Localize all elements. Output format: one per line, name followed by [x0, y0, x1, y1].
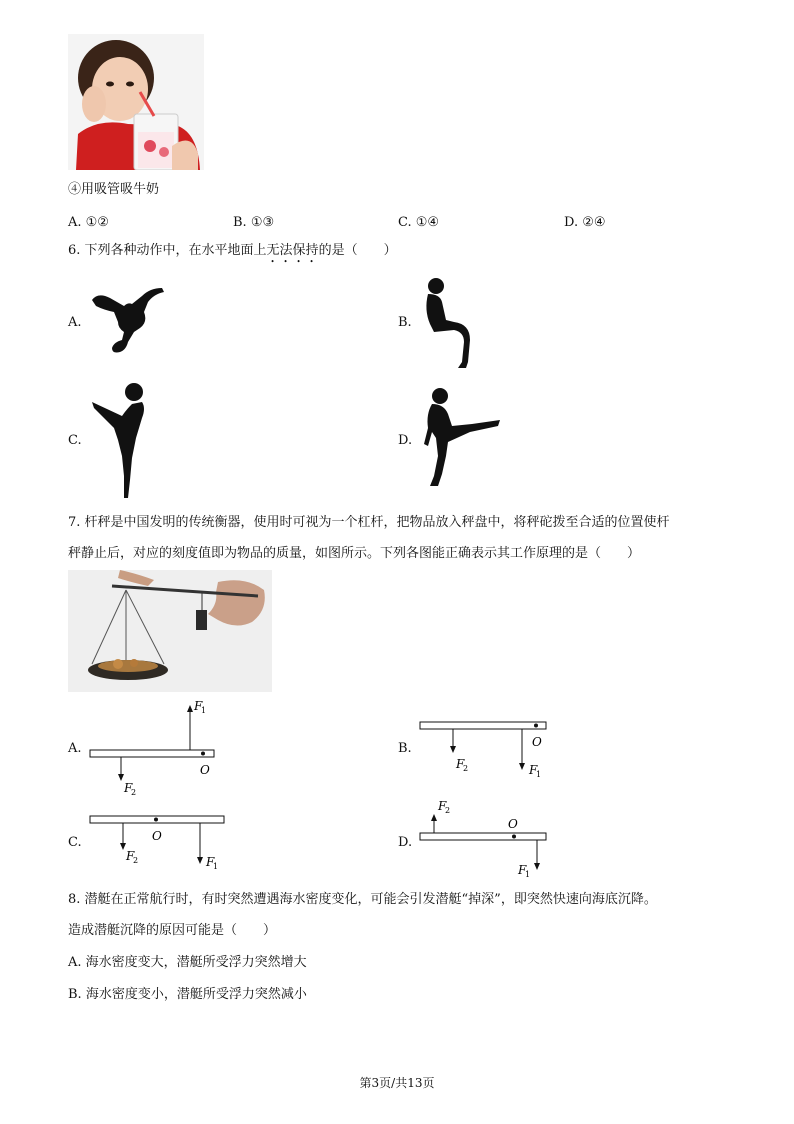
- force-label-f1: F: [518, 863, 527, 877]
- q7-option-b-label[interactable]: B.: [398, 741, 412, 756]
- force-label-f2: F: [124, 781, 133, 795]
- q7-stem-line1: 7. 杆秤是中国发明的传统衡器，使用时可视为一个杠杆，把物品放入秤盘中，将秤砣拨至合适的位置使杆: [68, 515, 670, 530]
- q7-option-a-label[interactable]: A.: [68, 741, 82, 756]
- pivot-label-o: O: [508, 817, 518, 831]
- svg-text:2: 2: [131, 788, 137, 797]
- handstand-silhouette-icon: [88, 282, 168, 362]
- q6-option-b-label[interactable]: B.: [398, 315, 412, 330]
- high-kick-silhouette-icon: [420, 386, 504, 490]
- q8-option-b[interactable]: B. 海水密度变小，潜艇所受浮力突然减小: [68, 987, 307, 1002]
- q6-option-d-label[interactable]: D.: [398, 433, 413, 448]
- svg-text:2: 2: [133, 856, 139, 865]
- q5-option-d[interactable]: D. ②④: [564, 215, 606, 230]
- steelyard-photo: [68, 570, 272, 692]
- force-label-f2: F: [126, 849, 135, 863]
- svg-text:2: 2: [463, 764, 469, 773]
- pivot-label-o: O: [152, 829, 162, 843]
- q8-stem-line2: 造成潜艇沉降的原因可能是（ ）: [68, 923, 277, 938]
- q6-stem: [68, 242, 397, 266]
- q8-stem-line1: 8. 潜艇在正常航行时，有时突然遭遇海水密度变化，可能会引发潜艇“掉深”，即突然快速向海底沉降。: [68, 892, 657, 907]
- q7-option-c-diagram[interactable]: [86, 810, 236, 874]
- pivot-point: [534, 724, 538, 728]
- pivot-point: [512, 835, 516, 839]
- pivot-label-o: O: [200, 763, 210, 777]
- q6-option-c-label[interactable]: C.: [68, 433, 82, 448]
- q8-option-a[interactable]: A. 海水密度变大，潜艇所受浮力突然增大: [68, 955, 307, 970]
- child-drinking-photo: [68, 34, 204, 170]
- q7-option-a-diagram[interactable]: [86, 696, 226, 800]
- q6-option-a-label[interactable]: A.: [68, 315, 82, 330]
- q6-stem-pre: 6. 下列各种动作中，在水平地面上: [68, 243, 267, 258]
- force-label-f1: F: [529, 763, 538, 777]
- q5-option-c[interactable]: C. ①④: [398, 215, 440, 230]
- q7-option-d-label[interactable]: D.: [398, 835, 413, 850]
- force-label-f2: F: [438, 799, 447, 813]
- pivot-point: [154, 818, 158, 822]
- svg-text:1: 1: [201, 706, 207, 715]
- page-footer: 第3页/共13页: [359, 1076, 435, 1090]
- force-label-f1: F: [206, 855, 215, 869]
- force-label-f2: F: [456, 757, 465, 771]
- pivot-label-o: O: [532, 735, 542, 749]
- svg-text:1: 1: [525, 870, 531, 879]
- svg-text:2: 2: [445, 806, 451, 815]
- q7-option-c-label[interactable]: C.: [68, 835, 82, 850]
- q5-caption-4: ④用吸管吸牛奶: [68, 182, 160, 197]
- q7-option-b-diagram[interactable]: [416, 716, 556, 780]
- standing-split-silhouette-icon: [92, 380, 156, 502]
- q5-option-a[interactable]: A. ①②: [68, 215, 109, 230]
- q6-stem-post: 的是（ ）: [318, 243, 397, 258]
- q7-option-d-diagram[interactable]: [416, 796, 556, 880]
- pivot-point: [201, 752, 205, 756]
- svg-text:1: 1: [213, 862, 219, 871]
- sitting-silhouette-icon: [420, 276, 476, 372]
- svg-text:1: 1: [536, 770, 542, 779]
- q7-stem-line2: 秤静止后，对应的刻度值即为物品的质量，如图所示。下列各图能正确表示其工作原理的是（ ）: [68, 546, 641, 561]
- q5-option-b[interactable]: B. ①③: [233, 215, 275, 230]
- q6-stem-emphasis: 无法保持: [266, 243, 319, 258]
- force-label-f1: F: [194, 699, 203, 713]
